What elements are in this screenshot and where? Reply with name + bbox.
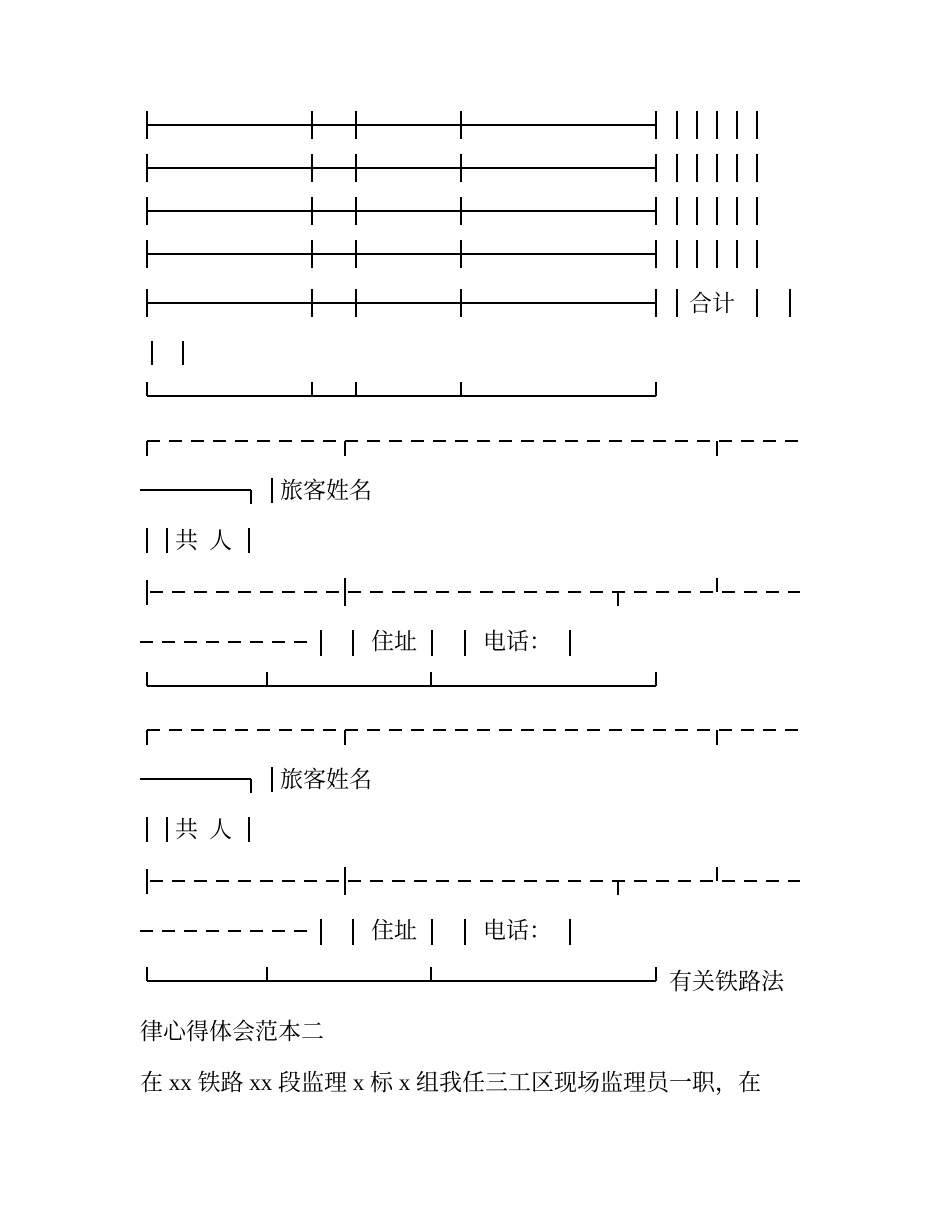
top-table-rows xyxy=(147,111,790,396)
form-2-address-label: 住址 xyxy=(371,918,417,944)
article-first-line: 在 xx 铁路 xx 段监理 x 标 x 组我任三工区现场监理员一职，在 xyxy=(140,1070,761,1095)
form-1-passenger-name-label: 旅客姓名 xyxy=(280,478,372,504)
form-1-count-suffix: 人 xyxy=(209,528,232,554)
form-2-lines xyxy=(140,730,800,981)
form-2-count-suffix: 人 xyxy=(209,817,232,843)
form-2-phone-label: 电话： xyxy=(483,918,552,944)
form-2-passenger-name-label: 旅客姓名 xyxy=(280,767,372,793)
form-1-lines xyxy=(140,441,800,686)
form-2-count-prefix: 共 xyxy=(175,817,198,843)
article-title-part1: 有关铁路法 xyxy=(669,969,784,995)
form-1-count-prefix: 共 xyxy=(175,528,198,554)
form-1-phone-label: 电话： xyxy=(483,629,552,655)
form-1-address-label: 住址 xyxy=(371,629,417,655)
total-label: 合计 xyxy=(689,291,735,317)
article-title-part2: 律心得体会范本二 xyxy=(140,1019,324,1045)
